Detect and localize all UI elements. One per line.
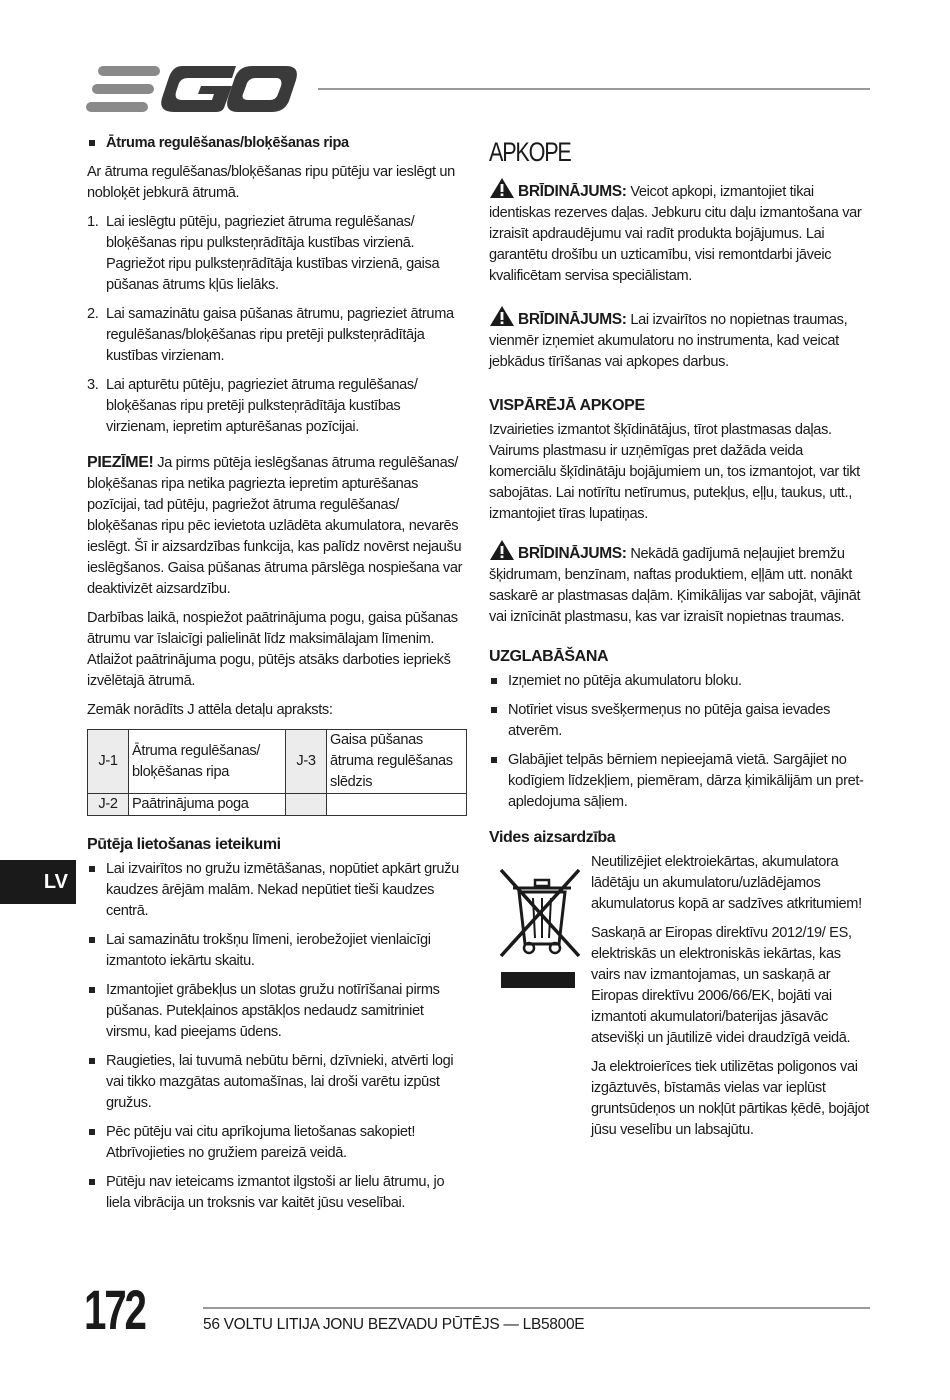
parts-code-empty: [286, 794, 327, 816]
left-column: [87, 133, 467, 1222]
parts-desc: Ātruma regulēšanas/ bloķēšanas ripa: [129, 730, 286, 794]
tip-item: Lai samazinātu trokšņu līmeni, ierobežojiet vienlaicīgi izmantoto iekārtu skaitu.: [87, 930, 467, 972]
speed-dial-title: Ātruma regulēšanas/bloķēšanas ripa: [87, 133, 467, 154]
parts-desc: Gaisa pūšanas ātruma regulēšanas slēdzis: [327, 730, 467, 794]
tips-title: Pūtēja lietošanas ieteikumi: [87, 836, 281, 853]
environment-block: [489, 852, 872, 1149]
storage-title: UZGLABĀŠANA: [489, 648, 609, 665]
warning-1: [489, 177, 872, 287]
note-label: PIEZĪME!: [87, 454, 154, 471]
warning-label: BRĪDINĀJUMS:: [518, 545, 627, 562]
warning-icon: [489, 539, 515, 561]
parts-code: J-3: [286, 730, 327, 794]
parts-desc: Paātrinājuma poga: [129, 794, 286, 816]
warning-3: [489, 539, 872, 628]
footer-rule: [203, 1307, 870, 1309]
env-title: Vides aizsardzība: [489, 829, 616, 846]
tip-item: Raugieties, lai tuvumā nebūtu bērni, dzīvnieki, atvērti logi vai tikko mazgātas automašīnas, lai droši varētu izpūst gružus.: [87, 1051, 467, 1114]
language-tab: LV: [0, 860, 76, 904]
page-number: 172: [84, 1278, 145, 1341]
storage-item: Notīriet visus svešķermeņus no pūtēja gaisa ievades atverēm.: [489, 700, 872, 742]
storage-item: Izņemiet no pūtēja akumulatoru bloku.: [489, 671, 872, 692]
warning-icon: [489, 305, 515, 327]
parts-table: [87, 729, 467, 816]
warning-label: BRĪDINĀJUMS:: [518, 183, 627, 200]
warning-icon: [489, 177, 515, 199]
speed-dial-intro: Ar ātruma regulēšanas/bloķēšanas ripu pūtēju var ieslēgt un nobloķēt jebkurā ātrumā.: [87, 164, 455, 201]
storage-item: Glabājiet telpās bērniem nepieejamā vietā. Sargājiet no kodīgiem līdzekļiem, piemēram, dārza ķimikālijām un pret-apledojuma sāļiem.: [489, 750, 872, 813]
tip-item: Pūtēju nav ieteicams izmantot ilgstoši ar lielu ātrumu, jo liela vibrācija un troksnis var kaitēt jūsu veselībai.: [87, 1172, 467, 1214]
note-text: Ja pirms pūtēja ieslēgšanas ātruma regulēšanas/ bloķēšanas ripa netika pagriezta iepretim apturēšanas pozīcijai, tad pūtēju, pagriežot ātruma regulēšanas/ bloķēšanas ripu pēc ievietota uzlādēta akumulatora, nevarēs ieslēgt. Šī ir aizsardzības funkcija, kas palīdz novērst nejaušu ieslēgšanos. Gaisa pūšanas ātruma pārslēga nospiešana var deaktivizēt aizsardzību.: [87, 455, 463, 597]
weee-crossed-bin-icon: [489, 852, 591, 992]
boost-paragraph: Darbības laikā, nospiežot paātrinājuma pogu, gaisa pūšanas ātrumu var īslaicīgi palielināt līdz maksimālajam līmenim. Atlaižot paātrinājuma pogu, pūtējs atsāks darboties iepriekš izvēlētajā ātrumā.: [87, 610, 458, 689]
warning-text: Nekādā gadījumā neļaujiet bremžu šķidrumam, benzīnam, naftas produktiem, eļļām utt. nonākt saskarē ar plastmasas daļām. Ķimikālijas var sabojāt, vājināt vai iznīcināt plastmasu, kas var izraisīt nopietnas traumas.: [489, 546, 861, 625]
step-1: 1. Lai ieslēgtu pūtēju, pagrieziet ātruma regulēšanas/ bloķēšanas ripu pulksteņrādītāja kustības virzienā. Pagriežot ripu pulksteņrādītāja kustības virzienā, gaisa pūšanas ātrums kļūs lielāks.: [87, 214, 440, 293]
parts-code: J-1: [88, 730, 129, 794]
tip-item: Pēc pūtēju vai citu aprīkojuma lietošanas sakopiet! Atbrīvojieties no gružiem pareizā veidā.: [87, 1122, 467, 1164]
note-paragraph: [87, 452, 467, 600]
tip-item: Izmantojiet grābekļus un slotas gružu notīrīšanai pirms pūšanas. Putekļainos apstākļos nedaudz samitriniet virsmu, kad pieejams ūdens.: [87, 980, 467, 1043]
step-3: 3. Lai apturētu pūtēju, pagrieziet ātruma regulēšanas/ bloķēšanas ripu pretēji pulksteņrādītāja kustības virzienam, iepretim apturēšanas pozīcijai.: [87, 377, 418, 435]
parts-code: J-2: [88, 794, 129, 816]
general-title: VISPĀRĒJĀ APKOPE: [489, 397, 645, 414]
general-text: Izvairieties izmantot šķīdinātājus, tīrot plastmasas daļas. Vairums plastmasu ir uzņēmīgas pret dažāda veida komerciālu šķīdinātāju bojājumiem un, tos izmantojot, var tikt sabojātas. Lai notīrītu netīrumus, putekļus, eļļu, taukus, utt., izmantojiet tīras lupatiņas.: [489, 422, 860, 522]
section-title: APKOPE: [489, 137, 571, 167]
right-column: [489, 133, 872, 1149]
warning-label: BRĪDINĀJUMS:: [518, 311, 627, 328]
ego-logo: [86, 64, 298, 114]
env-paragraph: Saskaņā ar Eiropas direktīvu 2012/19/ ES, elektriskās un elektroniskās iekārtas, kas vairs nav izmantojamas, un saskaņā ar Eiropas direktīvu 2006/66/EK, bojāti vai izmantoti akumulatori/baterijas jāsavāc atsevišķi un jāutilizē videi draudzīgā veidā.: [591, 925, 852, 1046]
parts-intro: Zemāk norādīts J attēla detaļu apraksts:: [87, 702, 333, 718]
env-paragraph: Neutilizējiet elektroiekārtas, akumulatora lādētāju un akumulatoru/uzlādējamos akumulatorus kopā ar sadzīves atkritumiem!: [591, 854, 862, 912]
env-paragraph: Ja elektroierīces tiek utilizētas poligonos vai izgāztuvēs, bīstamās vielas var ieplūst gruntsūdeņos un nokļūt pārtikas ķēdē, bojājot jūsu veselību un labsajūtu.: [591, 1059, 869, 1138]
header-rule: [318, 88, 870, 90]
step-2: 2. Lai samazinātu gaisa pūšanas ātrumu, pagrieziet ātruma regulēšanas/bloķēšanas ripu pretēji pulksteņrādītāja kustības virzienam.: [87, 306, 454, 364]
warning-text: Veicot apkopi, izmantojiet tikai identiskas rezerves daļas. Jebkuru citu daļu izmantošana var izraisīt apdraudējumu vai radīt produkta bojājumus. Lai garantētu drošību un uzticamību, visi remontdarbi jāveic kvalificētam servisa speciālistam.: [489, 184, 862, 284]
warning-text: Lai izvairītos no nopietnas traumas, vienmēr izņemiet akumulatoru no instrumenta, kad veicat jebkādus tīrīšanas vai apkopes darbus.: [489, 312, 848, 370]
tip-item: Lai izvairītos no gružu izmētāšanas, nopūtiet apkārt gružu kaudzes ārējām malām. Nekad nepūtiet tieši kaudzes centrā.: [87, 859, 467, 922]
warning-2: [489, 305, 872, 373]
parts-desc-empty: [327, 794, 467, 816]
footer-title: 56 VOLTU LITIJA JONU BEZVADU PŪTĒJS — LB5800E: [203, 1316, 585, 1333]
